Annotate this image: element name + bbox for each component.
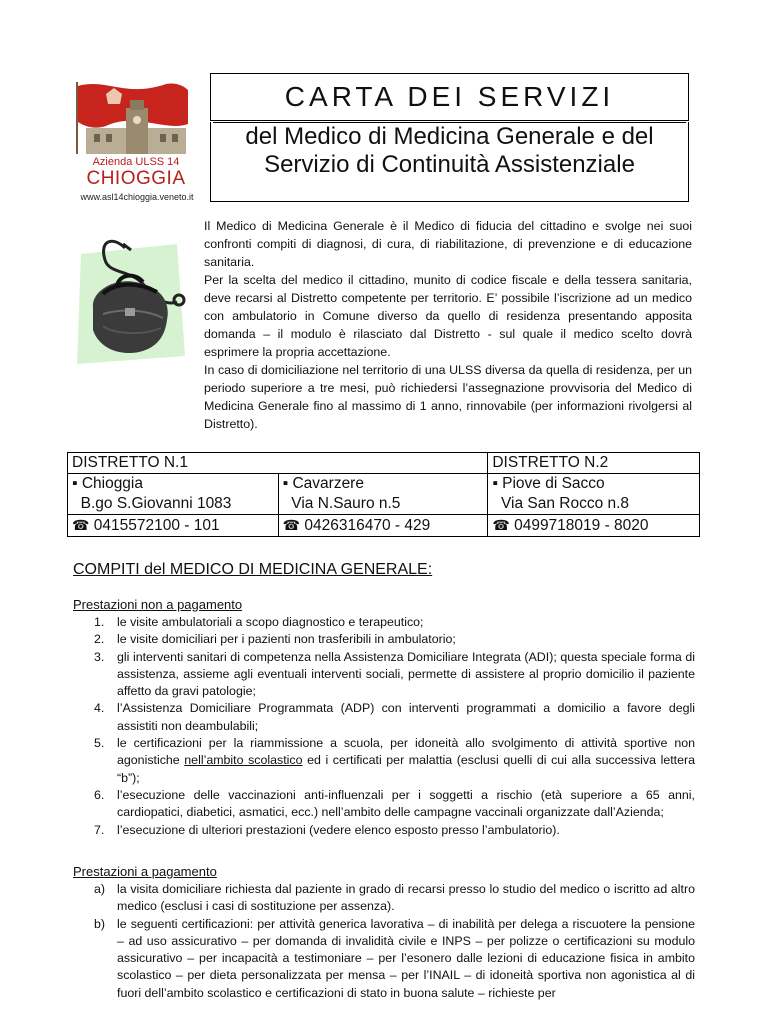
subtitle-line-1: del Medico di Medicina Generale e del: [245, 123, 654, 150]
page-title: CARTA DEI SERVIZI: [284, 81, 615, 112]
district-1-label: DISTRETTO N.1: [68, 453, 488, 474]
phone-cavarzere: [278, 515, 488, 537]
phone-piove-di-sacco: [488, 515, 700, 537]
heading-free-services: Prestazioni non a pagamento: [73, 597, 243, 612]
list-item: 5. le certificazioni per la riammissione a scuola, per idoneità allo svolgimento di attività sportive non agonistiche nell’ambito scolastico ed i certificati per malattia (esclusi quelli di cui alla successiva lettera “b”);: [94, 736, 696, 785]
medical-bag-icon: [73, 230, 193, 370]
intro-text: [204, 217, 692, 433]
list-item: 7. l’esecuzione di ulteriori prestazioni (vedere elenco esposto presso l’ambulatorio).: [94, 822, 560, 837]
list-item: 3. gli interventi sanitari di competenza nella Assistenza Domiciliare Integrata (ADI); questa speciale forma di assistenza, assieme agli eventuali interventi sociali, permette di assistere al proprio domicilio il paziente affetto da gravi patologie;: [94, 649, 695, 699]
office-address: B.go S.Giovanni 1083: [80, 495, 232, 512]
office-cavarzere: [278, 474, 488, 515]
list-item: 6. l’esecuzione delle vaccinazioni anti-influenzali per i soggetti a rischio (età superiore a 65 anni, cardiopatici, diabetici, asmatici, ecc.) nell’ambito delle campagne vaccinali organizzate dall’Azienda;: [94, 787, 695, 820]
office-piove-di-sacco: [488, 474, 700, 515]
free-services-list: [73, 614, 695, 839]
subtitle-line-2: Servizio di Continuità Assistenziale: [264, 151, 635, 178]
office-address: Via San Rocco n.8: [500, 495, 630, 512]
list-item: 2. le visite domiciliari per i pazienti non trasferibili in ambulatorio;: [94, 632, 456, 647]
phone-icon: ☎: [282, 517, 301, 533]
table-row: [68, 474, 700, 515]
logo-url: www.asl14chioggia.veneto.it: [80, 192, 194, 202]
ulss-logo: [66, 72, 206, 212]
table-row: [68, 515, 700, 537]
intro-paragraph-2: Per la scelta del medico il cittadino, munito di codice fiscale e della tessera sanitaria, deve recarsi al Distretto competente per territorio. E’ possibile l’iscrizione ad un medico con ambulatorio in Comune diverso da quello di residenza presentando apposita domanda – il modulo è rilasciato dal Distretto - sul quale il medico scelto dovrà esprimere la propria accettazione.: [204, 273, 692, 359]
logo-text-azienda: Azienda ULSS 14: [92, 156, 180, 168]
bullet-icon: ▪: [492, 475, 498, 492]
office-name: Piove di Sacco: [502, 475, 605, 492]
office-chioggia: [68, 474, 279, 515]
intro-paragraph-3: In caso di domiciliazione nel territorio di una ULSS diversa da quella di residenza, per un periodo superiore a tre mesi, può richiedersi l’assegnazione provvisoria del Medico di Medicina Generale fino al massimo di 1 anno, rinnovabile (per informazioni rivolgersi al Distretto).: [204, 363, 692, 431]
bullet-icon: ▪: [72, 475, 78, 492]
medical-bag-clipart: [73, 230, 193, 370]
phone-number: 0499718019 - 8020: [514, 517, 649, 534]
paid-services-list: [73, 881, 695, 1002]
bullet-icon: ▪: [282, 475, 289, 492]
office-name: Cavarzere: [292, 475, 364, 492]
list-item: 1. le visite ambulatoriali a scopo diagnostico e terapeutico;: [94, 615, 424, 629]
logo-text-city: CHIOGGIA: [86, 168, 186, 189]
list-item: a) la visita domiciliare richiesta dal paziente in grado di recarsi presso lo studio del medico o iscritto ad altro medico (esclusi i casi di sostituzione per assenza).: [94, 882, 695, 914]
office-address: Via N.Sauro n.5: [291, 495, 401, 512]
title-box: [210, 73, 689, 121]
page-subtitle: [210, 122, 689, 202]
phone-icon: ☎: [72, 517, 90, 533]
heading-paid-services: Prestazioni a pagamento: [73, 864, 217, 879]
phone-chioggia: [68, 515, 279, 537]
underlined-phrase: nell’ambito scolastico: [184, 753, 303, 768]
intro-paragraph-1: Il Medico di Medicina Generale è il Medico di fiducia del cittadino e svolge nei suoi confronti compiti di diagnosi, di cura, di riabilitazione, di prevenzione e di educazione sanitaria.: [204, 219, 692, 269]
office-name: Chioggia: [81, 475, 143, 492]
district-2-label: DISTRETTO N.2: [488, 453, 700, 474]
list-item: b) le seguenti certificazioni: per attività generica lavorativa – di inabilità per delega a riscuotere la pensione – ad uso assicurativo – per domanda di invalidità civile e INPS – per polizze o certificazioni su modulo assicurativo – per incapacità a testimoniare – per l’esonero dalle lezioni di educazione fisica in ambito scolastico – per dieta personalizzata per mensa – per l’INAIL – di idoneità sportiva non agonistica al di fuori dell’ambito scolastico e certificazioni di stato in buona salute – richieste per: [94, 916, 695, 1000]
phone-icon: ☎: [492, 517, 510, 533]
table-row: [68, 453, 700, 474]
district-table: [67, 452, 700, 537]
ulss-flag-icon: [66, 72, 206, 158]
section-title-compiti: COMPITI del MEDICO DI MEDICINA GENERALE:: [73, 561, 433, 578]
phone-number: 0426316470 - 429: [304, 517, 431, 534]
list-item: 4. l’Assistenza Domiciliare Programmata (ADP) con interventi programmati a domicilio a favore degli assistiti non deambulabili;: [94, 701, 695, 733]
phone-number: 0415572100 - 101: [93, 517, 220, 534]
